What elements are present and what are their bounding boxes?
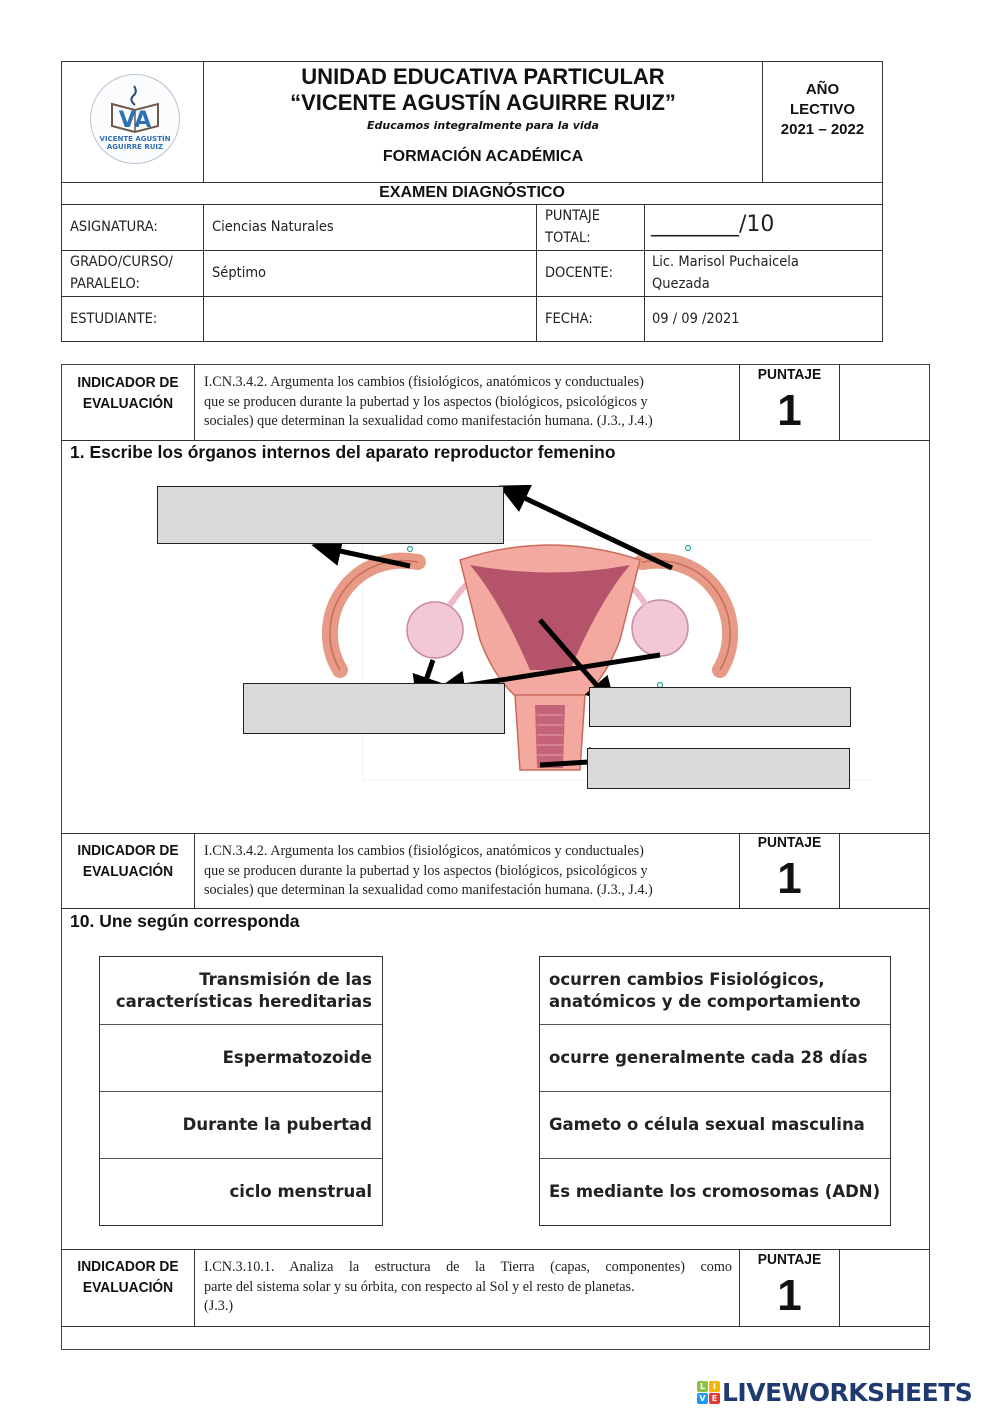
answer-box-1[interactable] xyxy=(157,486,504,544)
exam-title: EXAMEN DIAGNÓSTICO xyxy=(379,184,565,201)
match-right-item[interactable]: ocurren cambios Fisiológicos, anatómicos y de comportamiento xyxy=(540,957,890,1025)
subject-label: ASIGNATURA: xyxy=(70,219,158,235)
grade-value: Séptimo xyxy=(212,265,267,281)
score-box[interactable] xyxy=(840,365,929,440)
liveworksheets-logo[interactable] xyxy=(697,1378,972,1407)
school-logo xyxy=(90,74,180,164)
match-left-item[interactable]: Espermatozoide xyxy=(100,1025,382,1092)
indicator-label-2: EVALUACIÓN xyxy=(82,863,174,880)
puntaje-label: PUNTAJE xyxy=(757,834,822,851)
match-left-column xyxy=(99,956,383,1226)
indicator-label-2: EVALUACIÓN xyxy=(82,395,174,412)
score-label-2: TOTAL: xyxy=(545,230,591,246)
total-score-field[interactable]: ________/10 xyxy=(651,212,775,237)
year-label-2: LECTIVO xyxy=(789,101,855,118)
date-value: 09 / 09 /2021 xyxy=(652,311,740,327)
subject-value: Ciencias Naturales xyxy=(212,219,334,235)
date-label: FECHA: xyxy=(545,311,593,327)
live-tiles-icon: L I V E xyxy=(697,1381,720,1404)
indicator-text: I.CN.3.4.2. Argumenta los cambios (fisiológicos, anatómicos y conductuales) que se producen durante la pubertad y los aspectos (biológicos, psicológicos y sociales) que determinan la sexualidad como manifestación humana. (J.3., J.4.) xyxy=(204,374,653,429)
svg-text:VICENTE AGUSTÍN: VICENTE AGUSTÍN xyxy=(99,135,171,143)
match-right-item[interactable]: Es mediante los cromosomas (ADN) xyxy=(549,1182,881,1201)
answer-box-4[interactable] xyxy=(587,748,850,789)
match-right-item[interactable]: Gameto o célula sexual masculina xyxy=(540,1092,890,1159)
teacher-label: DOCENTE: xyxy=(545,265,614,281)
score-box[interactable] xyxy=(840,834,929,908)
indicator-label-1: INDICADOR DE xyxy=(77,374,179,391)
score-label-1: PUNTAJE xyxy=(545,208,601,224)
indicator-label-2: EVALUACIÓN xyxy=(82,1279,174,1296)
book-icon xyxy=(90,74,180,164)
puntaje-label: PUNTAJE xyxy=(757,1251,822,1268)
match-left-item[interactable]: Transmisión de las características hereditarias xyxy=(100,957,382,1025)
question-title: 1. Escribe los órganos internos del aparato reproductor femenino xyxy=(70,442,616,462)
answer-box-2[interactable] xyxy=(243,683,505,734)
year-label-1: AÑO xyxy=(805,81,840,98)
match-right-item[interactable]: ocurre generalmente cada 28 días xyxy=(540,1025,890,1092)
match-right-column xyxy=(539,956,891,1226)
school-motto: Educamos integralmente para la vida xyxy=(367,119,599,132)
svg-text:AGUIRRE RUIZ: AGUIRRE RUIZ xyxy=(106,143,164,151)
brand-name: LIVEWORKSHEETS xyxy=(722,1378,973,1407)
puntaje-value: 1 xyxy=(777,854,802,903)
department-title: FORMACIÓN ACADÉMICA xyxy=(382,148,584,165)
answer-box-3[interactable] xyxy=(589,687,851,727)
indicator-label-1: INDICADOR DE xyxy=(77,1258,179,1275)
indicator-text: I.CN.3.4.2. Argumenta los cambios (fisiológicos, anatómicos y conductuales) que se producen durante la pubertad y los aspectos (biológicos, psicológicos y sociales) que determinan la sexualidad como manifestación humana. (J.3., J.4.) xyxy=(204,843,653,898)
header-table xyxy=(61,61,883,342)
puntaje-label: PUNTAJE xyxy=(757,366,822,383)
grade-label-2: PARALELO: xyxy=(70,276,140,292)
school-name-line1: UNIDAD EDUCATIVA PARTICULAR xyxy=(301,64,665,89)
puntaje-value: 1 xyxy=(777,386,802,435)
match-left-item[interactable]: Durante la pubertad xyxy=(100,1092,382,1159)
logo-monogram: VA xyxy=(118,108,152,133)
question-title: 10. Une según corresponda xyxy=(70,911,300,931)
teacher-name-line2: Quezada xyxy=(652,276,710,292)
match-left-item[interactable]: ciclo menstrual xyxy=(229,1182,372,1201)
teacher-name-line1: Lic. Marisol Puchaicela xyxy=(652,254,799,270)
school-name-line2: “VICENTE AGUSTÍN AGUIRRE RUIZ” xyxy=(290,90,676,115)
indicator-label-1: INDICADOR DE xyxy=(77,842,179,859)
puntaje-value: 1 xyxy=(777,1271,802,1320)
indicator-text: I.CN.3.10.1. Analiza la estructura de la Tierra (capas, componentes) como parte del sistema solar y su órbita, con respecto al Sol y el resto de planetas. (J.3.) xyxy=(204,1259,732,1314)
student-label: ESTUDIANTE: xyxy=(70,311,158,327)
school-year: 2021 – 2022 xyxy=(780,121,865,138)
grade-label-1: GRADO/CURSO/ xyxy=(70,254,173,270)
score-box[interactable] xyxy=(840,1250,929,1326)
student-name-field[interactable] xyxy=(205,298,535,340)
